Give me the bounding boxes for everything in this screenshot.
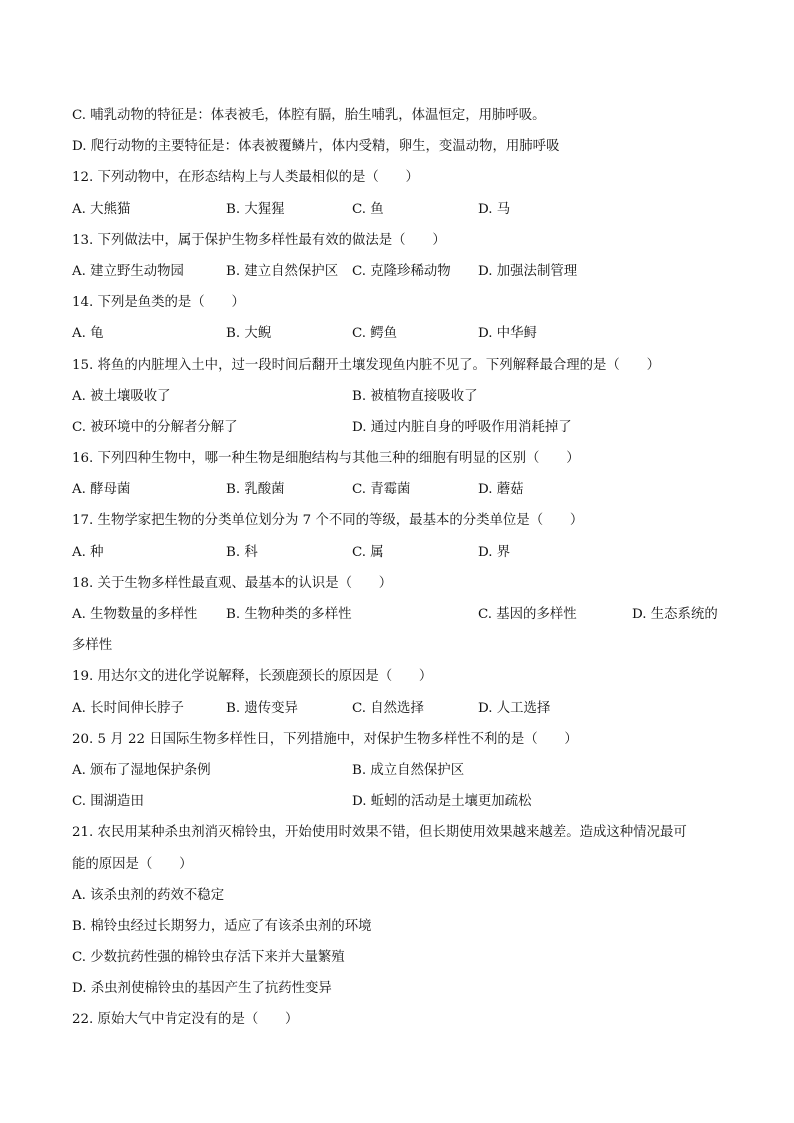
option-d: D. 界 (478, 544, 511, 560)
question-stem: 22. 原始大气中肯定没有的是（ ） (72, 1012, 299, 1028)
question-stem: 20. 5 月 22 日国际生物多样性日，下列措施中，对保护生物多样性不利的是（ ） (72, 731, 578, 747)
option-b: B. 成立自然保护区 (352, 762, 465, 778)
question-stem: 13. 下列做法中，属于保护生物多样性最有效的做法是（ ） (72, 232, 446, 248)
option-row (72, 412, 732, 443)
text-line: 能的原因是（ ） (72, 856, 193, 872)
text-line: A. 该杀虫剂的药效不稳定 (72, 887, 225, 903)
option-b: D. 蚯蚓的活动是土壤更加疏松 (352, 794, 532, 810)
option-row (72, 256, 732, 287)
option-a: A. 生物数量的多样性 (72, 607, 198, 622)
option-row (72, 318, 732, 349)
option-b: B. 遗传变异 (226, 700, 298, 716)
option-row (72, 381, 732, 412)
option-row (72, 537, 732, 568)
option-b: B. 大猩猩 (226, 201, 285, 217)
option-c: C. 鳄鱼 (352, 326, 398, 342)
option-a: A. 大熊猫 (72, 201, 131, 217)
option-b: B. 被植物直接吸收了 (352, 388, 478, 404)
option-a: A. 颁布了湿地保护条例 (72, 762, 211, 778)
option-a: A. 被土壤吸收了 (72, 388, 171, 404)
option-c: C. 鱼 (352, 201, 384, 217)
option-d: D. 人工选择 (478, 700, 551, 716)
option-b: B. 建立自然保护区 (226, 263, 339, 279)
question-stem: 19. 用达尔文的进化学说解释，长颈鹿颈长的原因是（ ） (72, 669, 433, 685)
question-stem: 15. 将鱼的内脏埋入土中，过一段时间后翻开土壤发现鱼内脏不见了。下列解释最合理的是（ ） (72, 357, 660, 373)
option-d: D. 生态系统的 (632, 607, 718, 622)
option-row (72, 474, 732, 505)
option-b: D. 通过内脏自身的呼吸作用消耗掉了 (352, 419, 572, 435)
option-row (72, 755, 732, 786)
question-stem: 12. 下列动物中，在形态结构上与人类最相似的是（ ） (72, 170, 419, 186)
option-row (72, 786, 732, 817)
option-b: B. 科 (226, 544, 258, 560)
option-a: C. 被环境中的分解者分解了 (72, 419, 238, 435)
option-d: D. 中华鲟 (478, 326, 537, 342)
question-stem: 14. 下列是鱼类的是（ ） (72, 295, 245, 311)
option-a: C. 围湖造田 (72, 794, 144, 810)
option-a: A. 龟 (72, 326, 104, 342)
option-c: C. 克隆珍稀动物 (352, 263, 451, 279)
option-b: B. 大鲵 (226, 326, 272, 342)
option-c: C. 属 (352, 544, 384, 560)
option-a: A. 建立野生动物园 (72, 263, 184, 279)
option-row (72, 194, 732, 225)
option-row (72, 693, 732, 724)
option-d: D. 加强法制管理 (478, 263, 578, 279)
question-stem: 18. 关于生物多样性最直观、最基本的认识是（ ） (72, 575, 393, 591)
text-line: B. 棉铃虫经过长期努力，适应了有该杀虫剂的环境 (72, 918, 372, 934)
option-c: C. 自然选择 (352, 700, 424, 716)
option-d: D. 马 (478, 201, 511, 217)
option-a: A. 种 (72, 544, 104, 560)
text-line: C. 哺乳动物的特征是：体表被毛，体腔有膈，胎生哺乳，体温恒定，用肺呼吸。 (72, 108, 546, 123)
option-b: B. 乳酸菌 (226, 482, 285, 498)
question-stem: 21. 农民用某种杀虫剂消灭棉铃虫，开始使用时效果不错，但长期使用效果越来越差。造成这种情况最可 (72, 825, 687, 841)
option-d: D. 蘑菇 (478, 482, 524, 498)
text-line: D. 爬行动物的主要特征是：体表被覆鳞片，体内受精，卵生，变温动物，用肺呼吸 (72, 139, 560, 155)
text-line: D. 杀虫剂使棉铃虫的基因产生了抗药性变异 (72, 981, 332, 997)
question-stem: 17. 生物学家把生物的分类单位划分为 7 个不同的等级，最基本的分类单位是（ ） (72, 513, 584, 529)
option-c: C. 基因的多样性 (478, 607, 577, 622)
option-b: B. 生物种类的多样性 (226, 607, 352, 622)
option-c: C. 青霉菌 (352, 482, 411, 498)
document-page (72, 100, 732, 1036)
question-stem: 16. 下列四种生物中，哪一种生物是细胞结构与其他三种的细胞有明显的区别（ ） (72, 451, 580, 467)
option-row (72, 599, 732, 630)
option-a: A. 长时间伸长脖子 (72, 700, 184, 716)
text-line: C. 少数抗药性强的棉铃虫存活下来并大量繁殖 (72, 950, 345, 966)
text-line: 多样性 (72, 638, 113, 654)
option-a: A. 酵母菌 (72, 482, 131, 498)
